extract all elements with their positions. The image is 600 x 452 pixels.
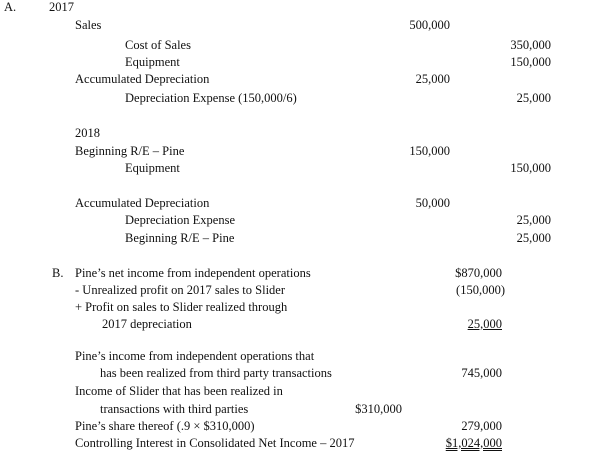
year-2017-heading: 2017 <box>49 0 74 14</box>
entry-credit: 150,000 <box>510 55 551 69</box>
entry-account: Cost of Sales <box>125 38 191 52</box>
entry-account: Beginning R/E – Pine <box>125 231 235 245</box>
slider-income-line2: transactions with third parties <box>100 402 249 416</box>
schedule-line-amount: (150,000) <box>456 283 505 297</box>
entry-debit: 50,000 <box>415 196 450 210</box>
schedule-line-text: Pine’s net income from independent operations <box>75 266 311 280</box>
part-a-label: A. <box>4 0 17 14</box>
schedule-line-text: + Profit on sales to Slider realized through <box>75 300 288 314</box>
year-2018-heading: 2018 <box>75 126 100 140</box>
schedule-line-amount: 25,000 <box>467 317 502 331</box>
total-text: Controlling Interest in Consolidated Net Income – 2017 <box>75 436 355 450</box>
entry-credit: 25,000 <box>516 231 551 245</box>
entry-account: Depreciation Expense <box>125 213 236 227</box>
entry-credit: 150,000 <box>510 161 551 175</box>
entry-account: Beginning R/E – Pine <box>75 144 185 158</box>
entry-account: Accumulated Depreciation <box>75 72 210 86</box>
entry-debit: 25,000 <box>415 72 450 86</box>
entry-credit: 25,000 <box>516 213 551 227</box>
part-b-label: B. <box>52 266 64 280</box>
schedule-line-text: - Unrealized profit on 2017 sales to Slider <box>75 283 286 297</box>
entry-account: Equipment <box>125 161 180 175</box>
realized-income-amount: 745,000 <box>461 366 502 380</box>
realized-income-line2: has been realized from third party transactions <box>100 366 332 380</box>
entry-account: Depreciation Expense (150,000/6) <box>125 91 297 105</box>
entry-account: Accumulated Depreciation <box>75 196 210 210</box>
entry-credit: 350,000 <box>510 38 551 52</box>
entry-credit: 25,000 <box>516 91 551 105</box>
slider-income-line1: Income of Slider that has been realized in <box>75 384 283 398</box>
total-amount: $1,024,000 <box>445 436 502 450</box>
slider-income-amount: $310,000 <box>355 402 402 416</box>
entry-account: Equipment <box>125 55 180 69</box>
schedule-line-text: 2017 depreciation <box>102 317 192 331</box>
pine-share-text: Pine’s share thereof (.9 × $310,000) <box>75 419 255 433</box>
entry-debit: 500,000 <box>409 18 450 32</box>
schedule-line-amount: $870,000 <box>455 266 502 280</box>
pine-share-amount: 279,000 <box>461 419 502 433</box>
entry-account: Sales <box>75 18 102 32</box>
realized-income-line1: Pine’s income from independent operations that <box>75 349 315 363</box>
entry-debit: 150,000 <box>409 144 450 158</box>
